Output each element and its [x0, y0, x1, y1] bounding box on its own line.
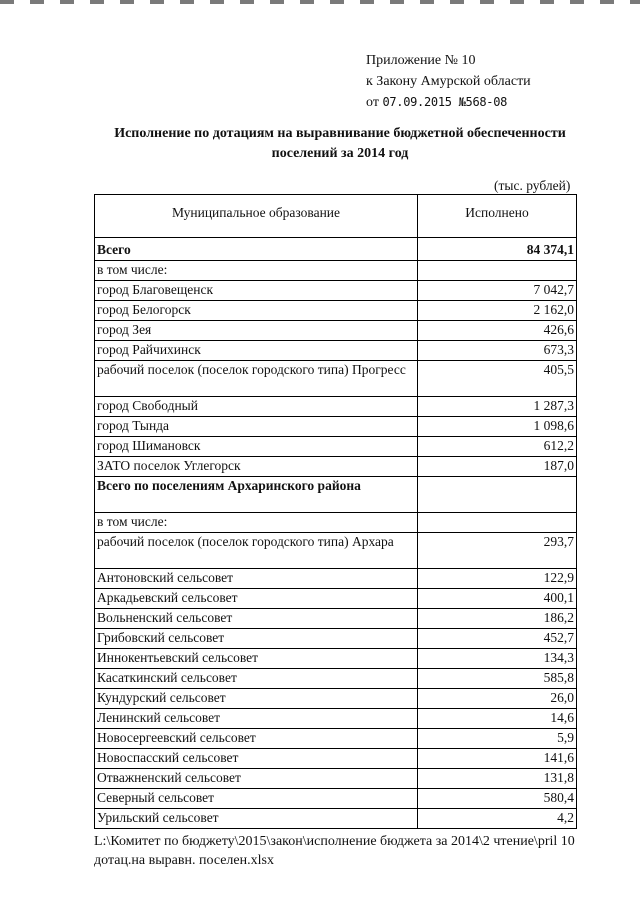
column-header-municipality: Муниципальное образование — [95, 195, 418, 238]
executed-amount: 293,7 — [418, 533, 577, 569]
table-row — [95, 589, 577, 609]
municipality-name: Ленинский сельсовет — [95, 709, 418, 729]
table-row — [95, 437, 577, 457]
executed-amount: 4,2 — [418, 809, 577, 829]
table-row — [95, 301, 577, 321]
table-header-row — [95, 195, 577, 238]
executed-amount: 580,4 — [418, 789, 577, 809]
executed-amount: 1 287,3 — [418, 397, 577, 417]
executed-amount: 452,7 — [418, 629, 577, 649]
table-row — [95, 477, 577, 513]
executed-amount: 612,2 — [418, 437, 577, 457]
scan-edge-marks — [0, 0, 640, 4]
executed-amount: 14,6 — [418, 709, 577, 729]
appendix-date-line — [366, 92, 531, 113]
table-row — [95, 238, 577, 261]
column-header-executed: Исполнено — [418, 195, 577, 238]
municipality-name: в том числе: — [95, 513, 418, 533]
table-row — [95, 649, 577, 669]
municipality-name: город Белогорск — [95, 301, 418, 321]
executed-amount — [418, 513, 577, 533]
appendix-date: 07.09.2015 №568-08 — [382, 95, 508, 109]
municipality-name: Всего по поселениям Архаринского района — [95, 477, 418, 513]
executed-amount: 187,0 — [418, 457, 577, 477]
executed-amount: 7 042,7 — [418, 281, 577, 301]
executed-amount: 2 162,0 — [418, 301, 577, 321]
table-row — [95, 769, 577, 789]
table-row — [95, 417, 577, 437]
table-row — [95, 569, 577, 589]
table-row — [95, 361, 577, 397]
executed-amount: 426,6 — [418, 321, 577, 341]
executed-amount: 405,5 — [418, 361, 577, 397]
document-title — [90, 124, 590, 164]
table-row — [95, 533, 577, 569]
municipality-name: Вольненский сельсовет — [95, 609, 418, 629]
executed-amount: 1 098,6 — [418, 417, 577, 437]
municipality-name: Касаткинский сельсовет — [95, 669, 418, 689]
municipality-name: Новоспасский сельсовет — [95, 749, 418, 769]
executed-amount: 131,8 — [418, 769, 577, 789]
title-line-2: поселений за 2014 год — [271, 146, 409, 161]
executed-amount: 585,8 — [418, 669, 577, 689]
table-row — [95, 689, 577, 709]
municipality-name: рабочий поселок (поселок городского типа) Прогресс — [95, 361, 418, 397]
executed-amount — [418, 261, 577, 281]
executed-amount: 141,6 — [418, 749, 577, 769]
municipality-name: город Свободный — [95, 397, 418, 417]
municipality-name: город Шимановск — [95, 437, 418, 457]
appendix-block — [366, 50, 531, 113]
executed-amount: 186,2 — [418, 609, 577, 629]
municipality-name: Всего — [95, 238, 418, 261]
table-row — [95, 513, 577, 533]
municipality-name: Антоновский сельсовет — [95, 569, 418, 589]
file-path-line-1: L:\Комитет по бюджету\2015\закон\исполнение бюджета за 2014\2 чтение\pril 10 — [94, 834, 575, 849]
title-line-1: Исполнение по дотациям на выравнивание бюджетной обеспеченности — [114, 126, 566, 141]
municipality-name: Урильский сельсовет — [95, 809, 418, 829]
table-row — [95, 669, 577, 689]
executed-amount — [418, 477, 577, 513]
table-row — [95, 281, 577, 301]
executed-amount: 5,9 — [418, 729, 577, 749]
municipality-name: город Зея — [95, 321, 418, 341]
municipality-name: Отважненский сельсовет — [95, 769, 418, 789]
file-path-footer — [94, 832, 575, 870]
appendix-number: Приложение № 10 — [366, 53, 476, 68]
table-row — [95, 341, 577, 361]
municipality-name: город Райчихинск — [95, 341, 418, 361]
table-row — [95, 729, 577, 749]
municipality-name: Кундурский сельсовет — [95, 689, 418, 709]
table-row — [95, 809, 577, 829]
executed-amount: 673,3 — [418, 341, 577, 361]
municipality-name: Аркадьевский сельсовет — [95, 589, 418, 609]
municipality-name: Северный сельсовет — [95, 789, 418, 809]
appendix-law: к Закону Амурской области — [366, 74, 531, 89]
table-row — [95, 629, 577, 649]
table-row — [95, 749, 577, 769]
table-row — [95, 397, 577, 417]
executed-amount: 84 374,1 — [418, 238, 577, 261]
municipality-name: город Тында — [95, 417, 418, 437]
table-row — [95, 709, 577, 729]
municipality-name: в том числе: — [95, 261, 418, 281]
executed-amount: 400,1 — [418, 589, 577, 609]
file-path-line-2: дотац.на выравн. поселен.xlsx — [94, 853, 274, 868]
municipality-name: Иннокентьевский сельсовет — [95, 649, 418, 669]
executed-amount: 134,3 — [418, 649, 577, 669]
table-row — [95, 609, 577, 629]
table-row — [95, 261, 577, 281]
units-label: (тыс. рублей) — [494, 178, 571, 193]
table-row — [95, 457, 577, 477]
appendix-date-prefix: от — [366, 95, 379, 110]
table-row — [95, 321, 577, 341]
municipality-name: рабочий поселок (поселок городского типа) Архара — [95, 533, 418, 569]
executed-amount: 122,9 — [418, 569, 577, 589]
municipality-name: Грибовский сельсовет — [95, 629, 418, 649]
budget-table — [94, 194, 577, 829]
table-body — [95, 238, 577, 829]
municipality-name: Новосергеевский сельсовет — [95, 729, 418, 749]
table-row — [95, 789, 577, 809]
municipality-name: ЗАТО поселок Углегорск — [95, 457, 418, 477]
executed-amount: 26,0 — [418, 689, 577, 709]
municipality-name: город Благовещенск — [95, 281, 418, 301]
